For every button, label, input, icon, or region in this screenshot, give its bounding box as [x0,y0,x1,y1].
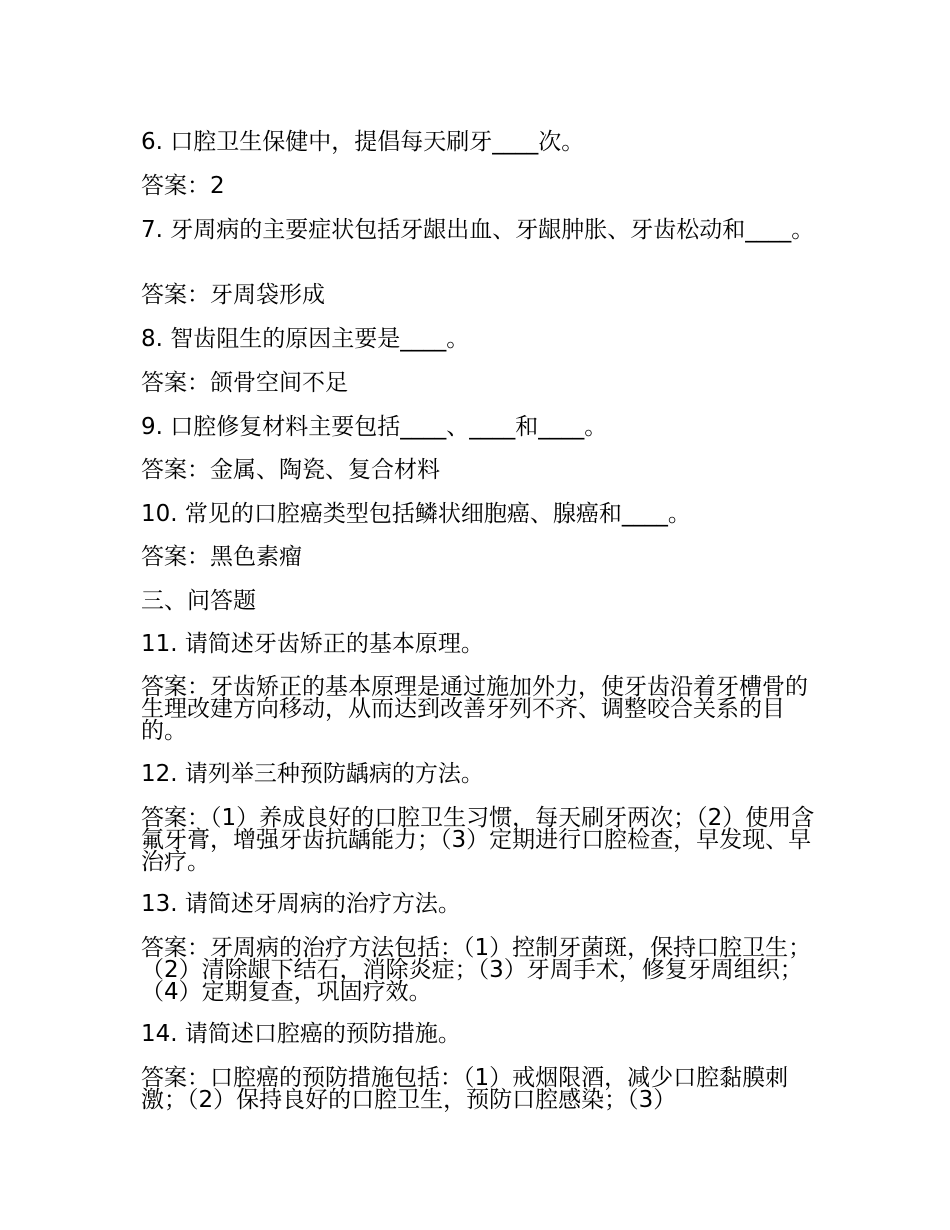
question-8: 8. 智齿阻生的原因主要是____。 [141,326,470,352]
question-13: 13. 请简述牙周病的治疗方法。 [141,891,461,917]
answer-7: 答案：牙周袋形成 [141,282,325,308]
section-heading: 三、问答题 [141,588,256,614]
answer-14: 答案：口腔癌的预防措施包括：（1）戒烟限酒，减少口腔黏膜刺激；（2）保持良好的口腔卫生，预防口腔感染；（3） [141,1065,789,1113]
question-9: 9. 口腔修复材料主要包括____、____和____。 [141,414,608,440]
answer-10: 答案：黑色素瘤 [141,544,302,570]
question-10: 10. 常见的口腔癌类型包括鳞状细胞癌、腺癌和____。 [141,501,691,527]
answer-9: 答案：金属、陶瓷、复合材料 [141,457,440,483]
answer-12: 答案：（1）养成良好的口腔卫生习惯，每天刷牙两次；（2）使用含氟牙膏，增强牙齿抗龋能力；（3）定期进行口腔检查，早发现、早治疗。 [141,805,815,875]
question-12: 12. 请列举三种预防龋病的方法。 [141,761,484,787]
answer-6: 答案：2 [141,173,225,199]
question-11: 11. 请简述牙齿矫正的基本原理。 [141,631,484,657]
question-6: 6. 口腔卫生保健中，提倡每天刷牙____次。 [141,129,585,155]
answer-13: 答案：牙周病的治疗方法包括：（1）控制牙菌斑，保持口腔卫生；（2）清除龈下结石，消除炎症；（3）牙周手术，修复牙周组织；（4）定期复查，巩固疗效。 [141,935,812,1005]
answer-11: 答案：牙齿矫正的基本原理是通过施加外力，使牙齿沿着牙槽骨的生理改建方向移动，从而达到改善牙列不齐、调整咬合关系的目的。 [141,674,808,744]
answer-8: 答案：颌骨空间不足 [141,370,348,396]
question-7: 7. 牙周病的主要症状包括牙龈出血、牙龈肿胀、牙齿松动和____。 [141,217,815,243]
question-14: 14. 请简述口腔癌的预防措施。 [141,1021,461,1047]
